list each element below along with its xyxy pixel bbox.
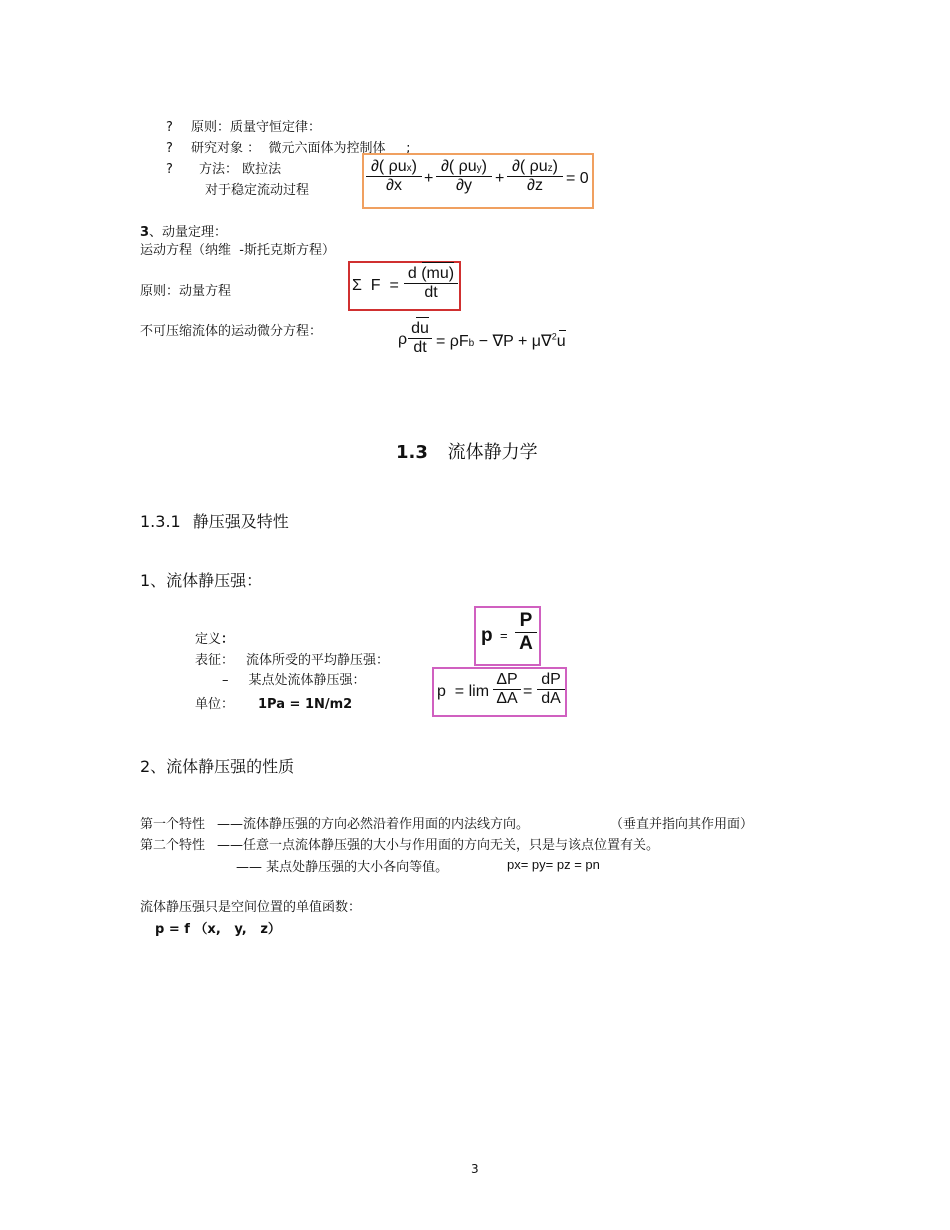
property-3: —— 某点处静压强的大小各向等值。 [236,860,449,875]
bullet-mark: ? [166,162,173,177]
bullet-mark: ? [166,120,173,135]
property-1-note: （垂直并指向其作用面） [610,817,754,832]
page-number: 3 [471,1162,479,1176]
definition-label: 定义： [195,632,235,647]
lim-fraction-diff: $\frac{dP}{dA}$ [537,671,565,708]
bullet-text: 方法： 欧拉法 [199,162,282,177]
section-number: 1.3 [396,442,428,463]
property-2: 第二个特性 ——任意一点流体静压强的大小与作用面的方向无关，只是与该点位置有关。 [140,838,660,853]
momentum-subtitle: 运动方程（纳维 -斯托克斯方程） [140,243,335,258]
bullet-mark: ? [166,141,173,156]
continuity-term-y: ∂( ρuy) ∂y [436,158,492,195]
avg-eq: = [500,628,508,643]
ns-fraction: $\frac{du}{dt}$ [408,320,432,357]
item2-heading: 2、流体静压强的性质 [140,757,295,776]
lim-fraction-delta: $\frac{\Delta P}{\Delta A}$ [493,671,521,708]
bullet-text: 研究对象 ： 微元六面体为控制体 ; [191,141,411,156]
continuity-term-z: ∂( ρuz) ∂z [507,158,563,195]
navier-stokes-label: 不可压缩流体的运动微分方程： [140,324,323,339]
bullet-principle [166,116,321,135]
section-heading [396,438,538,464]
momentum-principle: 原则：动量方程 [140,284,232,299]
avg-lhs: p [481,625,493,646]
subsection-heading: 1.3.1 静压强及特性 [140,512,289,531]
function-text: 流体静压强只是空间位置的单值函数： [140,900,362,915]
ns-rho: ρ [398,331,408,348]
bullet-subtext: 对于稳定流动过程 [205,183,310,198]
point-pressure-line: – 某点处流体静压强： [222,673,366,688]
momentum-sum: Σ F = [352,277,399,294]
lim-eq: = [523,683,533,700]
bullet-method [166,158,281,177]
continuity-rhs: = 0 [566,170,589,187]
lim-lhs: p = lim [437,683,490,700]
momentum-heading: 3、动量定理： [140,225,228,240]
property-1: 第一个特性 ——流体静压强的方向必然沿着作用面的内法线方向。 [140,817,530,832]
plus-sign: + [424,170,434,187]
avg-fraction: $\frac{P}{A}$ [515,610,537,655]
ns-rhs: = ρFb − ∇P + μ∇$^2$u [436,331,566,350]
momentum-fraction: $\frac{d (mu)}{dt}$ [404,265,458,302]
unit-line: 单位： 1Pa = 1N/m2 [195,697,353,712]
section-title: 流体静力学 [447,442,538,463]
item1-heading: 1、流体静压强： [140,571,263,590]
plus-sign: + [495,170,505,187]
continuity-term-x: ∂( ρux) ∂x [366,158,422,195]
function-equation: p = f （x, y, z） [155,922,281,937]
bullet-text: 原则：质量守恒定律： [191,120,322,135]
property-3-equation: px= py= pz = pn [507,857,600,872]
characterization-line: 表征： 流体所受的平均静压强： [195,653,390,668]
